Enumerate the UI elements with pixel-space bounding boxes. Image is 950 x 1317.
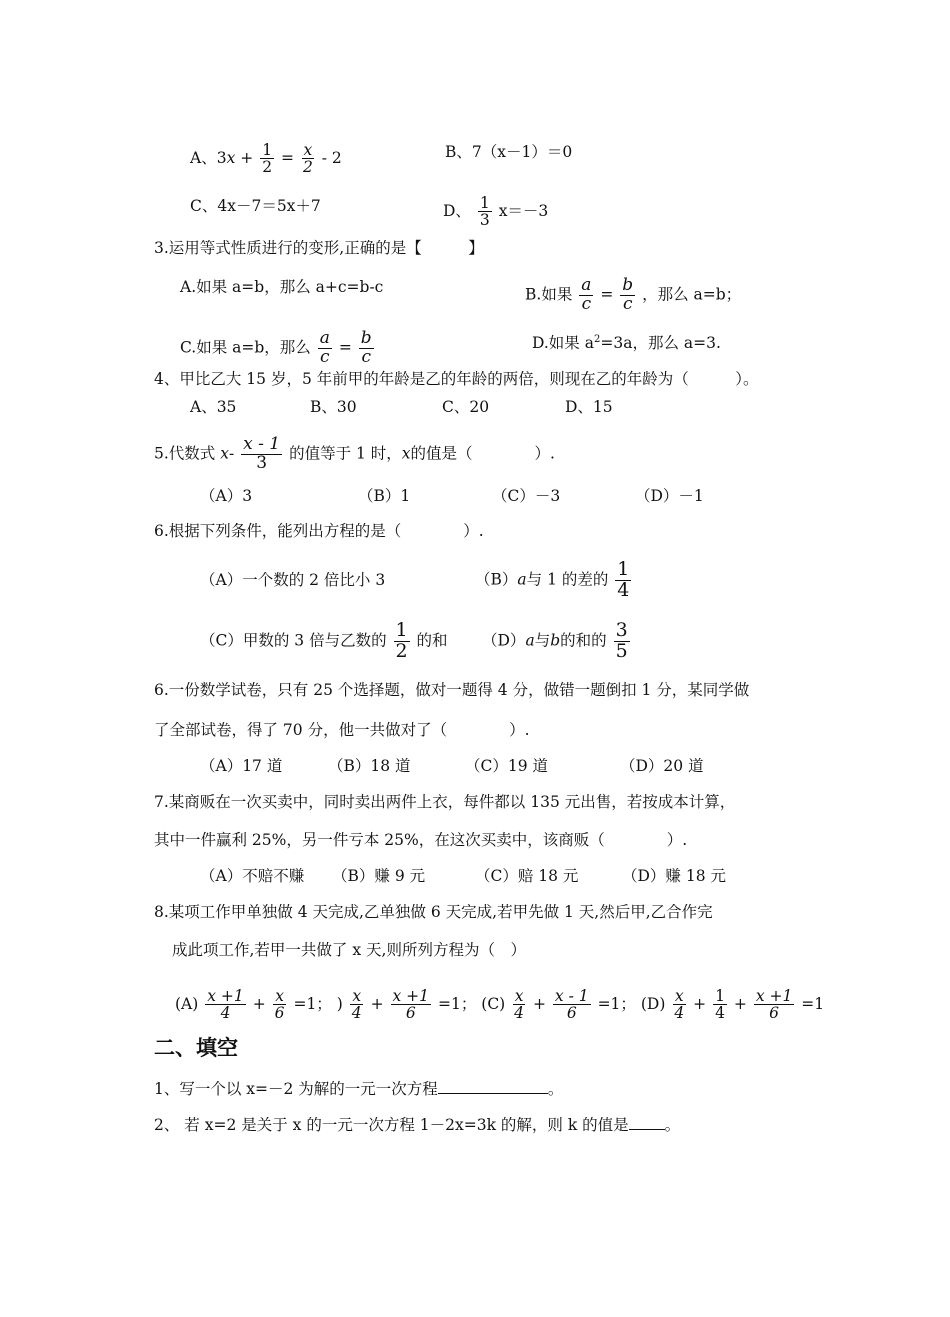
fraction: $\frac{a}{c}$ <box>581 275 592 314</box>
q3-option-b: B.如果 $\frac{a}{c}$ = $\frac{b}{c}$ ，那么 a=b； <box>525 275 742 314</box>
q6a-option-c: （C）甲数的 3 倍与乙数的 $\frac{1}{2}$ 的和 <box>200 619 448 662</box>
q8-line2: 成此项工作,若甲一共做了 x 天,则所列方程为（ ） <box>172 941 526 959</box>
fraction: $\frac{x +1}{6}$ <box>392 987 430 1023</box>
q3-option-c: C.如果 a=b，那么 $\frac{a}{c}$ = $\frac{b}{c}$ <box>180 328 372 367</box>
q7-option-b: （B）赚 9 元 <box>332 867 426 885</box>
q2-option-c: C、4x－7＝5x＋7 <box>190 197 321 215</box>
q3-option-a: A.如果 a=b，那么 a+c=b-c <box>180 278 384 296</box>
answer-blank[interactable] <box>438 1077 548 1094</box>
q6b-option-b: （B）18 道 <box>328 757 411 775</box>
section-title: 二、填空 <box>154 1036 238 1060</box>
fraction: $\frac{x +1}{6}$ <box>755 987 793 1023</box>
fraction: $\frac{x}{6}$ <box>274 987 285 1023</box>
answer-blank[interactable] <box>629 1113 665 1130</box>
q5-option-d: （D）－1 <box>635 487 704 505</box>
fraction: $\frac{a}{c}$ <box>319 328 330 367</box>
q6a-option-b: （B）a与 1 的差的 $\frac{1}{4}$ <box>475 558 630 601</box>
q6b-line1: 6.一份数学试卷，只有 25 个选择题，做对一题得 4 分，做错一题倒扣 1 分，某同学做 <box>154 681 750 699</box>
fraction: $\frac{x}{2}$ <box>302 141 313 177</box>
q2-option-d: D、 $\frac{1}{3}$ x＝－3 <box>443 194 549 230</box>
fraction: $\frac{x}{4}$ <box>514 987 525 1023</box>
q6b-option-c: （C）19 道 <box>465 757 549 775</box>
fraction: $\frac{x}{4}$ <box>674 987 685 1023</box>
fraction: $\frac{3}{5}$ <box>615 619 628 662</box>
q4-stem: 4、甲比乙大 15 岁，5 年前甲的年龄是乙的年龄的两倍，则现在乙的年龄为（ ）。 <box>154 370 759 388</box>
q3-stem: 3.运用等式性质进行的变形,正确的是【 】 <box>154 239 484 257</box>
fraction: $\frac{1}{2}$ <box>395 619 408 662</box>
q4-option-a: A、35 <box>190 398 237 416</box>
q7-option-d: （D）赚 18 元 <box>622 867 727 885</box>
q8-options: (A) $\frac{x +1}{4}$ + $\frac{x}{6}$ =1； ) $\frac{x}{4}$ + $\frac{x +1}{6}$ =1； (C) $\frac{x}{4}$ + $\frac{x - 1}{6}$ =1； (D) $\frac{x}{4}$ + $\frac{1}{4}$ + $\frac{x +1}{6}$ =1 <box>175 987 825 1023</box>
q7-line2: 其中一件赢利 25%，另一件亏本 25%，在这次买卖中，该商贩（ ）. <box>154 831 688 849</box>
fraction: $\frac{1}{4}$ <box>617 558 630 601</box>
q7-option-a: （A）不赔不赚 <box>200 867 305 885</box>
q5-option-b: （B）1 <box>358 487 411 505</box>
fraction: $\frac{b}{c}$ <box>360 328 372 367</box>
q6b-option-d: （D）20 道 <box>620 757 704 775</box>
q4-option-d: D、15 <box>565 398 613 416</box>
q5-option-a: （A）3 <box>200 487 253 505</box>
fraction: $\frac{b}{c}$ <box>622 275 634 314</box>
fraction: $\frac{x - 1}{6}$ <box>554 987 589 1023</box>
q4-option-b: B、30 <box>310 398 357 416</box>
q2-option-a: A、3x + $\frac{1}{2}$ = $\frac{x}{2}$ - 2 <box>190 141 342 177</box>
fraction: $\frac{1}{3}$ <box>479 194 490 230</box>
q6a-option-a: （A）一个数的 2 倍比小 3 <box>200 571 386 589</box>
q3-option-d: D.如果 $a^2=3a$，那么 a=3. <box>532 334 721 353</box>
q6b-line2: 了全部试卷，得了 70 分，他一共做对了（ ）. <box>154 721 530 739</box>
fraction: $\frac{x}{4}$ <box>351 987 362 1023</box>
q8-line1: 8.某项工作甲单独做 4 天完成,乙单独做 6 天完成,若甲先做 1 天,然后甲,乙合作完 <box>154 903 713 921</box>
fill-q2: 2、 若 x=2 是关于 x 的一元一次方程 1－2x=3k 的解，则 k 的值是 。 <box>154 1113 680 1135</box>
q4-option-c: C、20 <box>442 398 490 416</box>
fraction: $\frac{x - 1}{3}$ <box>243 434 281 473</box>
q6a-option-d: （D）a与b的和的 $\frac{3}{5}$ <box>482 619 628 662</box>
fraction: $\frac{1}{4}$ <box>715 987 725 1023</box>
fill-q1: 1、写一个以 x=－2 为解的一元一次方程 。 <box>154 1077 563 1099</box>
fraction: $\frac{1}{2}$ <box>262 141 273 177</box>
q6a-stem: 6.根据下列条件，能列出方程的是（ ）. <box>154 522 484 540</box>
q5-stem: 5.代数式 x- $\frac{x - 1}{3}$ 的值等于 1 时，x的值是（ ）. <box>154 434 555 473</box>
fraction: $\frac{x +1}{4}$ <box>207 987 244 1023</box>
q6b-option-a: （A）17 道 <box>200 757 283 775</box>
q7-line1: 7.某商贩在一次买卖中，同时卖出两件上衣，每件都以 135 元出售，若按成本计算， <box>154 793 736 811</box>
q2-option-b: B、7（x－1）＝0 <box>445 143 573 161</box>
q7-option-c: （C）赔 18 元 <box>475 867 579 885</box>
q5-option-c: （C）－3 <box>492 487 561 505</box>
